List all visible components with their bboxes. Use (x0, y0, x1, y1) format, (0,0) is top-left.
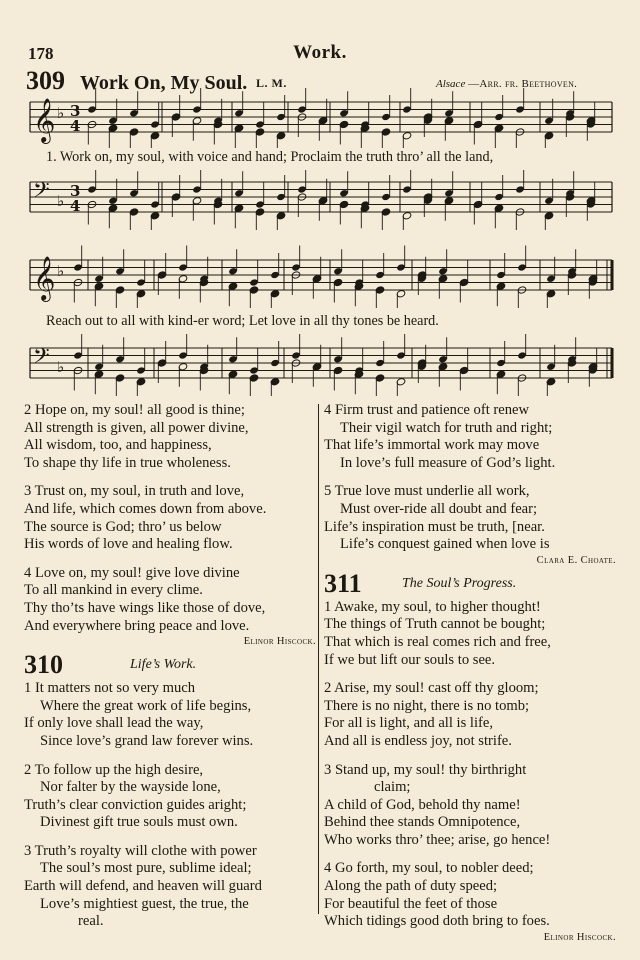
verse-line: 4 Firm trust and patience oft renew (324, 402, 530, 418)
hymn309-verse3 (24, 483, 316, 553)
flat-icon: ♭ (57, 104, 65, 122)
hymn-number-310: 310 (24, 650, 63, 680)
verse-line: In love’s full measure of God’s light. (340, 454, 556, 471)
verse-line: 2 Hope on, my soul! all good is thine; (24, 402, 245, 418)
system1-treble-staff (0, 88, 640, 148)
verse-line: 2 Arise, my soul! cast off thy gloom; (324, 680, 539, 697)
hymn-title-309: Work On, My Soul. (80, 72, 248, 94)
system2-bass-staff (0, 334, 640, 396)
verse-line: Nor falter by the wayside lone, (40, 779, 221, 796)
verse-line: Thy tho’ts have wings like those of dove, (24, 599, 266, 616)
verse-line: To all mankind in every clime. (24, 582, 203, 599)
verse-line: His words of love and healing flow. (24, 536, 233, 553)
verse-line: If we but lift our souls to see. (324, 651, 496, 668)
verse-line: claim; (374, 779, 411, 796)
author-credit: Elinor Hiscock. (543, 931, 616, 943)
arranger: —Arr. fr. Beethoven. (468, 78, 578, 90)
page-number: 178 (28, 44, 54, 63)
verse-line: For beautiful the feet of those (324, 895, 498, 912)
verse-line: Where the great work of life begins, (40, 697, 252, 714)
author-credit: Elinor Hiscock. (243, 636, 316, 648)
verse-line: Behind thee stands Omnipotence, (324, 814, 521, 831)
hymn310-verse1 (24, 680, 316, 750)
verse-line: Love’s mightiest guest, the true, the (40, 895, 249, 912)
treble-clef-icon: 𝄞 (33, 98, 56, 142)
hymn311-verse1 (324, 599, 616, 669)
verse-line: 4 Go forth, my soul, to nobler deed; (324, 860, 534, 877)
verse-line: Earth will defend, and heaven will guard (24, 878, 262, 895)
verse-line: Divinest gift true souls must own. (40, 814, 238, 831)
flat-icon: ♭ (57, 262, 65, 280)
verse-line: And all is endless joy, not strife. (324, 732, 512, 749)
column-divider (318, 404, 319, 914)
hymn-number-309: 309 (26, 66, 65, 95)
flat-icon: ♭ (57, 192, 65, 210)
verse-line: The things of Truth cannot be bought; (324, 616, 546, 633)
hymn-title-311: The Soul’s Progress. (402, 575, 517, 591)
hymn311-heading (324, 569, 616, 599)
time-signature-top: 3 (70, 102, 81, 120)
lyric-line-1: 1. Work on, my soul, with voice and hand; Proclaim the truth thro’ all the land, (46, 149, 494, 165)
verse-line: Must over-ride all doubt and fear; (340, 500, 538, 517)
hymn-meter: L. M. (256, 76, 287, 90)
hymn309-verse4 (24, 565, 316, 635)
verse-line: A child of God, behold thy name! (324, 796, 521, 813)
verse-line: If only love shall lead the way, (24, 715, 204, 732)
left-column (24, 402, 316, 931)
hymn311-verse4 (324, 860, 616, 930)
hymn309-verse5 (324, 483, 616, 553)
verse-line: All strength is given, all power divine, (24, 419, 249, 436)
time-signature-top: 3 (70, 182, 81, 200)
bass-clef-icon: 𝄢 (33, 344, 50, 374)
verse-line: 3 Trust on, my soul, in truth and love, (24, 483, 245, 500)
verse-line: The soul’s most pure, sublime ideal; (40, 860, 252, 877)
verse-line: Life’s conquest gained when love is (340, 536, 550, 553)
author-credit: Clara E. Choate. (536, 554, 616, 566)
verse-line: Along the path of duty speed; (324, 878, 498, 895)
system2-treble-staff (0, 244, 640, 308)
verse-line: 1 It matters not so very much (24, 680, 196, 697)
verse-line: There is no night, there is no tomb; (324, 697, 530, 714)
verse-line: To shape thy life in true wholeness. (24, 454, 231, 471)
hymn311-verse2 (324, 680, 616, 750)
hymn-title-310: Life’s Work. (130, 657, 197, 673)
hymn310-verse3 (24, 843, 316, 931)
verse-line: 4 Love on, my soul! give love divine (24, 564, 240, 581)
hymn309-verse2 (24, 402, 316, 472)
verse-line: That life’s immortal work may move (324, 437, 540, 454)
verse-line: And everywhere bring peace and love. (24, 617, 250, 634)
time-signature-bottom: 4 (70, 117, 81, 135)
verse-line: Which tidings good doth bring to foes. (324, 913, 550, 930)
verse-line: Life’s inspiration must be truth, [near. (324, 518, 545, 535)
flat-icon: ♭ (57, 358, 65, 376)
verse-line: 5 True love must underlie all work, (324, 483, 530, 500)
hymn311-verse3 (324, 762, 616, 850)
verse-line: real. (78, 913, 104, 930)
lyric-line-2: Reach out to all with kind-er word; Let love in all thy tones be heard. (46, 313, 439, 329)
hymn-number-311: 311 (324, 568, 362, 598)
verse-line: For all is light, and all is life, (324, 715, 494, 732)
verse-line: 3 Stand up, my soul! thy birthright (324, 761, 527, 778)
system1-bass-staff (0, 170, 640, 230)
right-column (324, 402, 616, 946)
running-head: Work. (293, 42, 347, 63)
bass-clef-icon: 𝄢 (33, 178, 50, 208)
time-signature-bottom: 4 (70, 197, 81, 215)
hymn310-verse2 (24, 762, 316, 832)
tune-name: Alsace (436, 78, 466, 90)
hymn309-verse4-cont (324, 402, 616, 472)
verse-line: Truth’s clear conviction guides aright; (24, 796, 247, 813)
verse-line: 2 To follow up the high desire, (24, 761, 204, 778)
verse-line: Who works thro’ thee; arise, go hence! (324, 831, 551, 848)
verse-line: 3 Truth’s royalty will clothe with power (24, 842, 257, 859)
verse-line: The source is God; thro’ us below (24, 518, 222, 535)
verse-line: That which is real comes rich and free, (324, 633, 551, 650)
hymn310-heading (24, 650, 316, 680)
verse-line: Since love’s grand law forever wins. (40, 732, 254, 749)
verse-line: And life, which comes down from above. (24, 500, 267, 517)
verse-line: Their vigil watch for truth and right; (340, 419, 553, 436)
verse-line: 1 Awake, my soul, to higher thought! (324, 598, 541, 615)
verse-line: All wisdom, too, and happiness, (24, 437, 212, 454)
treble-clef-icon: 𝄞 (33, 256, 56, 300)
